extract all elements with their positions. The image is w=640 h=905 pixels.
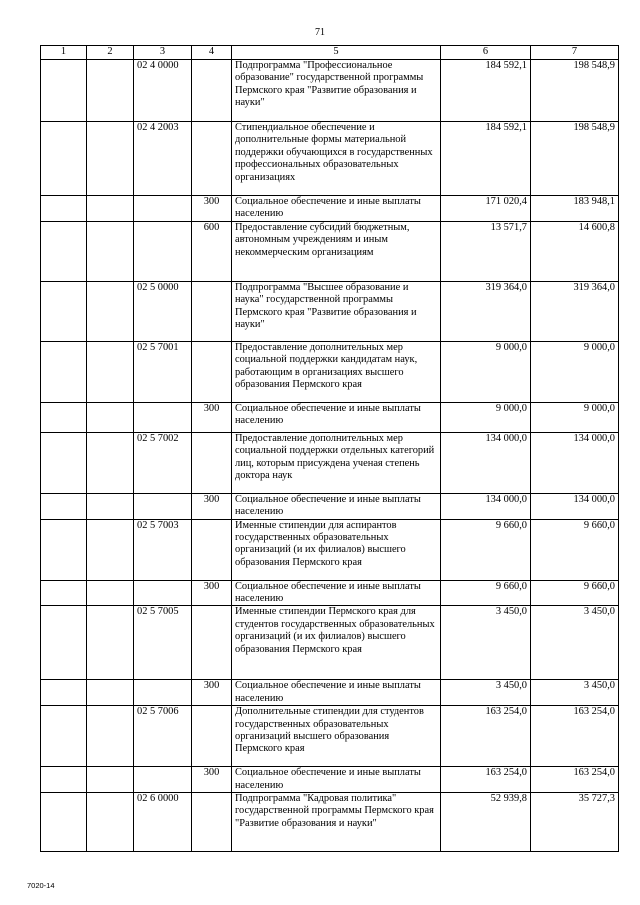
amount-col7: 9 660,0 (531, 580, 619, 606)
table-row (41, 196, 619, 222)
expense-type-code (192, 606, 232, 680)
expense-type-code (192, 281, 232, 341)
item-description: Предоставление субсидий бюджетным, автономным учреждениям и иным некоммерческим организациям (232, 221, 441, 281)
table-row (41, 122, 619, 196)
table-row (41, 60, 619, 122)
amount-col6: 184 592,1 (441, 60, 531, 122)
cell-col1 (41, 341, 87, 402)
cell-col2 (87, 221, 134, 281)
column-header: 1 (41, 46, 87, 60)
amount-col6: 134 000,0 (441, 493, 531, 519)
amount-col6: 9 000,0 (441, 341, 531, 402)
amount-col7: 319 364,0 (531, 281, 619, 341)
column-header: 7 (531, 46, 619, 60)
amount-col7: 163 254,0 (531, 767, 619, 793)
amount-col6: 184 592,1 (441, 122, 531, 196)
column-header: 2 (87, 46, 134, 60)
amount-col6: 171 020,4 (441, 196, 531, 222)
expense-type-code (192, 706, 232, 767)
cell-col1 (41, 706, 87, 767)
target-code: 02 6 0000 (134, 793, 192, 852)
expense-type-code (192, 432, 232, 493)
cell-col1 (41, 680, 87, 706)
cell-col2 (87, 680, 134, 706)
item-description: Стипендиальное обеспечение и дополнительные формы материальной поддержки обучающихся в государственных профессиональных образовательных организациях (232, 122, 441, 196)
cell-col2 (87, 196, 134, 222)
expense-type-code: 300 (192, 680, 232, 706)
target-code (134, 221, 192, 281)
amount-col6: 9 660,0 (441, 519, 531, 580)
expense-type-code (192, 519, 232, 580)
target-code: 02 5 7006 (134, 706, 192, 767)
column-number-row (41, 46, 619, 60)
target-code (134, 402, 192, 432)
cell-col2 (87, 580, 134, 606)
expense-type-code: 300 (192, 493, 232, 519)
table-row (41, 606, 619, 680)
amount-col7: 163 254,0 (531, 706, 619, 767)
amount-col6: 163 254,0 (441, 767, 531, 793)
table-row (41, 767, 619, 793)
table-row (41, 680, 619, 706)
target-code (134, 767, 192, 793)
amount-col6: 52 939,8 (441, 793, 531, 852)
amount-col7: 3 450,0 (531, 606, 619, 680)
amount-col7: 198 548,9 (531, 60, 619, 122)
amount-col6: 134 000,0 (441, 432, 531, 493)
table-row (41, 341, 619, 402)
column-header: 6 (441, 46, 531, 60)
table-row (41, 519, 619, 580)
amount-col6: 319 364,0 (441, 281, 531, 341)
cell-col1 (41, 767, 87, 793)
target-code: 02 5 7002 (134, 432, 192, 493)
item-description: Предоставление дополнительных мер социальной поддержки кандидатам наук, работающим в организациях высшего образования Пермского края (232, 341, 441, 402)
amount-col6: 163 254,0 (441, 706, 531, 767)
cell-col1 (41, 60, 87, 122)
cell-col1 (41, 402, 87, 432)
item-description: Подпрограмма "Высшее образование и наука" государственной программы Пермского края "Развитие образования и науки" (232, 281, 441, 341)
amount-col7: 198 548,9 (531, 122, 619, 196)
target-code: 02 4 2003 (134, 122, 192, 196)
item-description: Социальное обеспечение и иные выплаты населению (232, 580, 441, 606)
item-description: Социальное обеспечение и иные выплаты населению (232, 402, 441, 432)
expense-type-code (192, 793, 232, 852)
item-description: Именные стипендии для аспирантов государственных образовательных организаций (и их филиалов) высшего образования Пермского края (232, 519, 441, 580)
expense-type-code: 300 (192, 196, 232, 222)
column-header: 3 (134, 46, 192, 60)
amount-col6: 9 660,0 (441, 580, 531, 606)
table-row (41, 432, 619, 493)
cell-col2 (87, 402, 134, 432)
amount-col7: 14 600,8 (531, 221, 619, 281)
amount-col6: 3 450,0 (441, 606, 531, 680)
target-code: 02 4 0000 (134, 60, 192, 122)
table-row (41, 706, 619, 767)
item-description: Социальное обеспечение и иные выплаты населению (232, 680, 441, 706)
cell-col1 (41, 793, 87, 852)
cell-col2 (87, 519, 134, 580)
footer-code: 7020-14 (27, 881, 55, 890)
expense-type-code (192, 341, 232, 402)
target-code (134, 680, 192, 706)
target-code: 02 5 0000 (134, 281, 192, 341)
expense-type-code: 600 (192, 221, 232, 281)
expense-type-code: 300 (192, 580, 232, 606)
cell-col1 (41, 519, 87, 580)
cell-col1 (41, 221, 87, 281)
item-description: Социальное обеспечение и иные выплаты населению (232, 493, 441, 519)
item-description: Именные стипендии Пермского края для студентов государственных образовательных организаций (и их филиалов) высшего образования Пермского края (232, 606, 441, 680)
table-row (41, 580, 619, 606)
table-row (41, 793, 619, 852)
table-row (41, 402, 619, 432)
amount-col7: 3 450,0 (531, 680, 619, 706)
cell-col1 (41, 122, 87, 196)
expense-type-code: 300 (192, 402, 232, 432)
cell-col2 (87, 60, 134, 122)
amount-col7: 9 000,0 (531, 402, 619, 432)
amount-col6: 13 571,7 (441, 221, 531, 281)
expense-type-code (192, 60, 232, 122)
budget-table (40, 45, 619, 852)
table-body (41, 60, 619, 852)
item-description: Подпрограмма "Профессиональное образование" государственной программы Пермского края "Развитие образования и науки" (232, 60, 441, 122)
column-header: 5 (232, 46, 441, 60)
cell-col1 (41, 580, 87, 606)
item-description: Социальное обеспечение и иные выплаты населению (232, 767, 441, 793)
cell-col2 (87, 281, 134, 341)
expense-type-code: 300 (192, 767, 232, 793)
table-row (41, 281, 619, 341)
cell-col2 (87, 793, 134, 852)
item-description: Дополнительные стипендии для студентов государственных образовательных организаций высшего образования Пермского края (232, 706, 441, 767)
amount-col6: 9 000,0 (441, 402, 531, 432)
cell-col2 (87, 122, 134, 196)
item-description: Социальное обеспечение и иные выплаты населению (232, 196, 441, 222)
amount-col7: 9 000,0 (531, 341, 619, 402)
cell-col2 (87, 432, 134, 493)
target-code (134, 580, 192, 606)
target-code: 02 5 7003 (134, 519, 192, 580)
cell-col1 (41, 493, 87, 519)
target-code: 02 5 7005 (134, 606, 192, 680)
cell-col1 (41, 281, 87, 341)
amount-col7: 35 727,3 (531, 793, 619, 852)
target-code (134, 493, 192, 519)
cell-col2 (87, 493, 134, 519)
cell-col1 (41, 196, 87, 222)
cell-col2 (87, 341, 134, 402)
amount-col7: 183 948,1 (531, 196, 619, 222)
cell-col2 (87, 767, 134, 793)
item-description: Предоставление дополнительных мер социальной поддержки отдельных категорий лиц, которым присуждена ученая степень доктора наук (232, 432, 441, 493)
target-code (134, 196, 192, 222)
amount-col7: 9 660,0 (531, 519, 619, 580)
cell-col1 (41, 606, 87, 680)
item-description: Подпрограмма "Кадровая политика" государственной программы Пермского края "Развитие образования и науки" (232, 793, 441, 852)
amount-col6: 3 450,0 (441, 680, 531, 706)
amount-col7: 134 000,0 (531, 493, 619, 519)
cell-col2 (87, 606, 134, 680)
target-code: 02 5 7001 (134, 341, 192, 402)
table-row (41, 221, 619, 281)
table-row (41, 493, 619, 519)
page-number: 71 (315, 27, 325, 38)
expense-type-code (192, 122, 232, 196)
amount-col7: 134 000,0 (531, 432, 619, 493)
column-header: 4 (192, 46, 232, 60)
cell-col2 (87, 706, 134, 767)
cell-col1 (41, 432, 87, 493)
